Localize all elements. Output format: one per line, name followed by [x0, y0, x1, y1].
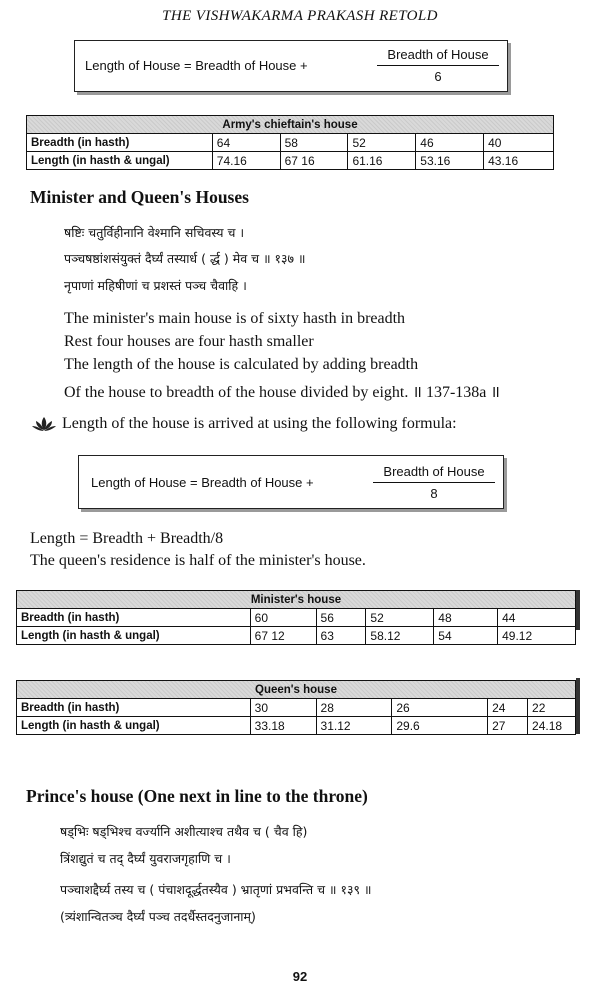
- formula-2-numerator: Breadth of House: [373, 464, 495, 483]
- queen-breadth-cell: 22: [528, 699, 576, 717]
- army-row2-label: Length (in hasth & ungal): [27, 152, 213, 170]
- verse-line: Of the house to breadth of the house divided by eight. ॥ 137-138a ॥: [64, 384, 500, 401]
- minister-row1-label: Breadth (in hasth): [17, 609, 251, 627]
- queen-length-cell: 31.12: [316, 717, 392, 735]
- formula-box-2: [78, 455, 504, 509]
- sanskrit-line: षड्भिः षड्भिश्च वर्ज्यानि अशीत्याश्च तथैव च ( चैव हि): [60, 824, 308, 839]
- minister-breadth-cell: 52: [366, 609, 434, 627]
- formula-intro-note: Length of the house is arrived at using the following formula:: [62, 415, 457, 432]
- queen-table-title: Queen's house: [17, 681, 576, 699]
- formula-2-denominator: 8: [430, 486, 438, 501]
- sanskrit-line: (त्र्यंशान्वितञ्च दैर्घ्यं पञ्च तदर्धैस्तदनुजानाम्): [60, 909, 256, 924]
- formula-1-numerator: Breadth of House: [377, 47, 499, 66]
- minister-table-title: Minister's house: [17, 591, 576, 609]
- army-length-cell: 61.16: [348, 152, 416, 170]
- queen-length-cell: 24.18: [528, 717, 576, 735]
- queen-row2-label: Length (in hasth & ungal): [17, 717, 251, 735]
- army-row1-label: Breadth (in hasth): [27, 134, 213, 152]
- queen-breadth-cell: 26: [392, 699, 488, 717]
- formula-1-denominator: 6: [434, 69, 442, 84]
- formula-box-1: [74, 40, 508, 92]
- army-length-cell: 43.16: [484, 152, 554, 170]
- army-table-title: Army's chieftain's house: [27, 116, 554, 134]
- queen-length-cell: 29.6: [392, 717, 488, 735]
- minister-row2-label: Length (in hasth & ungal): [17, 627, 251, 645]
- length-rule-text: Length = Breadth + Breadth/8: [30, 530, 224, 547]
- minister-house-table: [16, 590, 576, 645]
- sanskrit-line: नृपाणां महिषीणां च प्रशस्तं पञ्च चैवाहि ।: [64, 278, 247, 293]
- army-breadth-cell: 58: [280, 134, 348, 152]
- army-breadth-cell: 52: [348, 134, 416, 152]
- army-length-cell: 67 16: [280, 152, 348, 170]
- minister-breadth-cell: 60: [250, 609, 316, 627]
- army-length-cell: 74.16: [212, 152, 280, 170]
- minister-breadth-cell: 44: [498, 609, 576, 627]
- army-length-cell: 53.16: [416, 152, 484, 170]
- minister-length-cell: 58.12: [366, 627, 434, 645]
- queen-house-table: [16, 680, 576, 735]
- minister-length-cell: 54: [434, 627, 498, 645]
- minister-length-cell: 63: [316, 627, 366, 645]
- formula-2-fraction: [373, 464, 495, 501]
- verse-line: The length of the house is calculated by adding breadth: [64, 356, 419, 373]
- army-chieftain-table: [26, 115, 554, 170]
- section-heading-prince: Prince's house (One next in line to the throne): [26, 786, 368, 806]
- minister-length-cell: 49.12: [498, 627, 576, 645]
- verse-line: Rest four houses are four hasth smaller: [64, 333, 314, 350]
- sanskrit-line: त्रिंशद्युतं च तद् दैर्घ्यं युवराजगृहाणि च ।: [60, 851, 231, 866]
- army-breadth-cell: 40: [484, 134, 554, 152]
- page-number: 92: [292, 969, 308, 984]
- table-shadow-edge: [576, 678, 580, 734]
- queen-breadth-cell: 24: [488, 699, 528, 717]
- army-breadth-cell: 64: [212, 134, 280, 152]
- section-heading-minister: Minister and Queen's Houses: [30, 187, 249, 207]
- verse-line: The minister's main house is of sixty hasth in breadth: [64, 310, 406, 327]
- table-shadow-edge: [576, 590, 580, 630]
- minister-breadth-cell: 56: [316, 609, 366, 627]
- queen-breadth-cell: 30: [250, 699, 316, 717]
- queen-row1-label: Breadth (in hasth): [17, 699, 251, 717]
- formula-2-lhs: Length of House = Breadth of House +: [91, 475, 314, 490]
- sanskrit-line: षष्टिः चतुर्विहीनानि वेश्मानि सचिवस्य च ।: [64, 225, 245, 240]
- minister-breadth-cell: 48: [434, 609, 498, 627]
- sanskrit-line: पञ्चाशद्दैर्घ्य तस्य च ( पंचाशदूर्द्धतस्यैव ) भ्रातृणां प्रभवन्ति च ॥ १३९ ॥: [60, 882, 372, 897]
- queen-breadth-cell: 28: [316, 699, 392, 717]
- queen-length-cell: 27: [488, 717, 528, 735]
- queen-residence-text: The queen's residence is half of the minister's house.: [30, 552, 366, 569]
- queen-length-cell: 33.18: [250, 717, 316, 735]
- running-head: THE VISHWAKARMA PRAKASH RETOLD: [162, 8, 438, 24]
- formula-1-fraction: [377, 47, 499, 84]
- minister-length-cell: 67 12: [250, 627, 316, 645]
- army-breadth-cell: 46: [416, 134, 484, 152]
- sanskrit-line: पञ्चषष्ठांशसंयुक्तं दैर्घ्यं तस्यार्ध ( र्द्ध ) मेव च ॥ १३७ ॥: [64, 251, 306, 266]
- formula-1-lhs: Length of House = Breadth of House +: [85, 58, 308, 73]
- lotus-icon: [32, 416, 56, 432]
